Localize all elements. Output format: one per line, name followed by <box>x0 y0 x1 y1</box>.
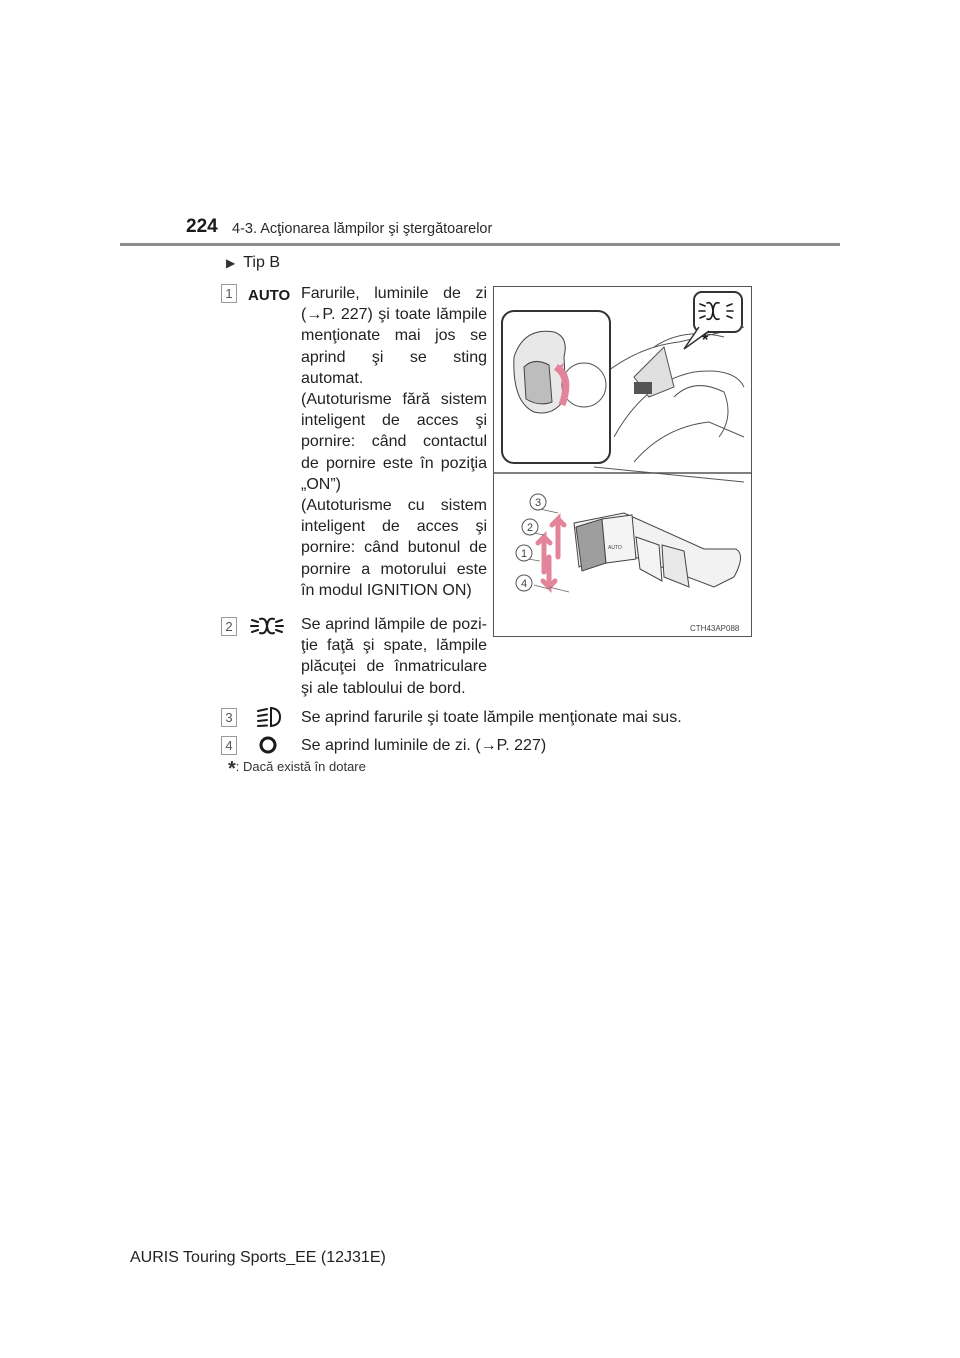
page-number: 224 <box>186 216 218 237</box>
callout-4: 4 <box>520 578 528 590</box>
item-2-line: Se aprind lămpile de pozi- <box>301 616 487 633</box>
item-1-description <box>301 283 487 601</box>
illustration-figure <box>493 286 752 637</box>
figure-asterisk: * <box>702 332 709 349</box>
item-2-line: şi ale tabloului de bord. <box>301 679 466 697</box>
item-1-line: (→P. 227) şi toate lămpile <box>301 306 487 324</box>
item-1-line: (Autoturisme cu sistem <box>301 497 487 515</box>
footnote-text: : Dacă există în dotare <box>235 759 366 774</box>
item-1-line: de pornire este în poziţia <box>301 454 487 472</box>
item-1-line: automat. <box>301 369 364 387</box>
section-title: 4-3. Acţionarea lămpilor şi ştergătoarelor <box>232 221 493 237</box>
callout-3: 3 <box>534 497 542 509</box>
light-switch-illustration <box>494 287 751 636</box>
item-1-line: „ON”) <box>301 475 341 493</box>
headlight-icon <box>256 706 282 728</box>
item-2-line: plăcuţei de înmatriculare <box>301 658 487 676</box>
triangle-bullet-icon: ▶ <box>226 256 236 270</box>
item-number-4: 4 <box>221 736 237 755</box>
item-1-line: (Autoturisme fără sistem <box>301 391 487 409</box>
item-1-line: pornire a motorului este <box>301 560 487 578</box>
type-label-text: Tip B <box>243 254 280 271</box>
item-1-line: în modul IGNITION ON) <box>301 581 472 599</box>
item-2-line: ţie faţă şi spate, lămpile <box>301 637 487 655</box>
item-1-line: inteligent de acces şi <box>301 518 487 536</box>
item-number-2: 2 <box>221 617 237 636</box>
item-number-1: 1 <box>221 284 237 303</box>
item-1-line: pornire: când butonul de <box>301 539 487 557</box>
footnote <box>228 758 366 781</box>
position-lamp-icon <box>250 615 284 637</box>
item-2-description <box>301 614 487 699</box>
callout-2: 2 <box>526 522 534 534</box>
footnote-marker: * <box>228 758 236 780</box>
switch-auto-label: AUTO <box>608 545 622 551</box>
auto-text-icon: AUTO <box>248 287 291 304</box>
item-1-line: Farurile, luminile de zi <box>301 285 487 302</box>
callout-1: 1 <box>520 548 528 560</box>
item-3-description: Se aprind farurile şi toate lămpile menţionate mai sus. <box>301 709 682 726</box>
type-label <box>226 254 280 272</box>
item-1-line: inteligent de acces şi <box>301 412 487 430</box>
item-4-description: Se aprind luminile de zi. (→P. 227) <box>301 737 547 754</box>
daytime-running-light-icon <box>258 735 278 755</box>
footer-model-code: AURIS Touring Sports_EE (12J31E) <box>130 1249 386 1266</box>
item-number-3: 3 <box>221 708 237 727</box>
item-1-line: aprind şi se sting <box>301 348 487 366</box>
figure-code: CTH43AP088 <box>690 624 740 633</box>
header-divider <box>120 243 840 246</box>
item-1-line: pornire: când contactul <box>301 433 487 451</box>
item-1-line: menţionate mai jos se <box>301 327 487 345</box>
